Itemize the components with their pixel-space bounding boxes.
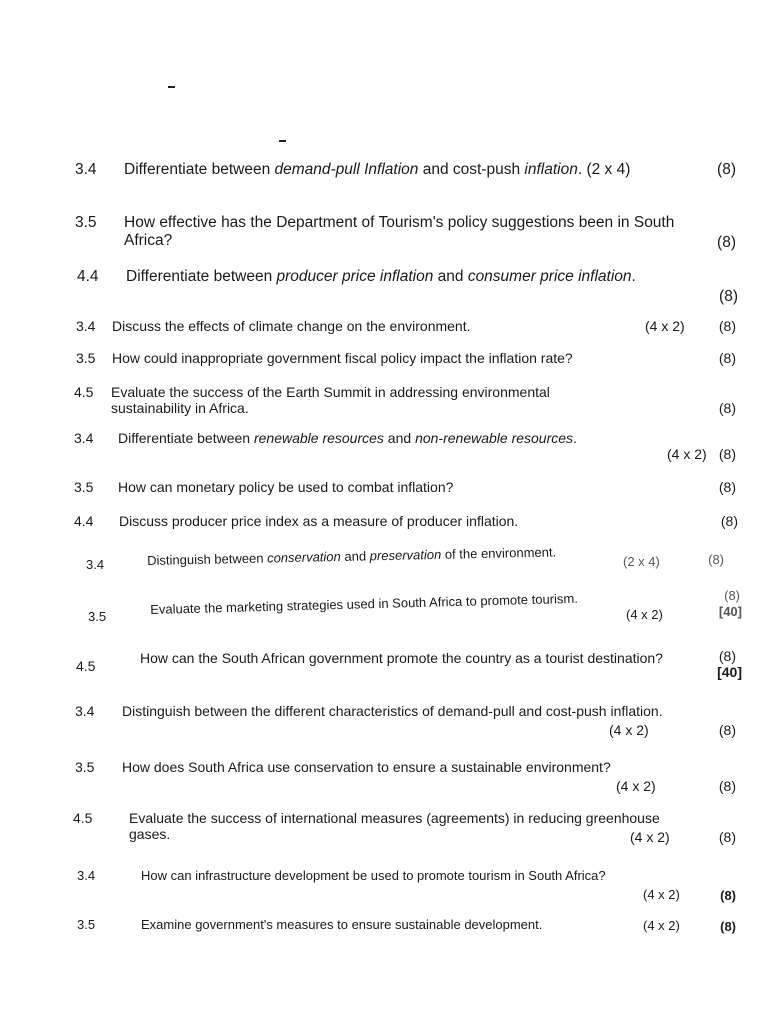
question-number: 3.4 [76,318,96,334]
question-text: How can monetary policy be used to combat inflation? [118,479,454,495]
question-text: Discuss producer price index as a measure of producer inflation. [119,513,519,529]
question-marks: (8) [718,829,736,845]
question-text: How could inappropriate government fiscal policy impact the inflation rate? [112,350,573,366]
section-total: [40] [718,604,742,619]
question-marks: (8) [718,318,736,334]
question-marks: (8) [720,919,736,934]
question-number: 3.5 [75,759,95,775]
question-number: 3.4 [86,557,105,572]
mark-allocation: (4 x 2) [609,722,649,738]
mark-allocation: (4 x 2) [643,918,680,933]
mark-allocation: (4 x 2) [645,318,685,334]
scan-mark [168,86,175,88]
question-number: 4.5 [76,658,96,674]
question-number: 3.4 [77,868,96,883]
question-text: How can infrastructure development be used to promote tourism in South Africa? [141,868,606,883]
mark-allocation: (4 x 2) [667,446,707,462]
question-text: Examine government's measures to ensure sustainable development. [141,917,543,932]
mark-allocation: (4 x 2) [630,829,670,845]
question-marks: (8) [717,234,736,251]
question-marks: (8) [718,479,736,495]
question-marks: (8) [720,888,736,903]
question-number: 4.5 [73,810,93,826]
mark-allocation: (4 x 2) [616,778,656,794]
question-number: 3.5 [75,214,97,231]
question-text: Evaluate the success of international measures (agreements) in reducing greenhouse gases. [129,810,660,842]
question-number: 4.5 [74,384,94,400]
question-text: Evaluate the success of the Earth Summit in addressing environmental sustainability in Africa. [111,384,550,416]
question-text: Distinguish between the different characteristics of demand-pull and cost-push inflation. [122,703,663,719]
question-number: 3.4 [74,430,94,446]
question-marks: (8) [718,648,736,664]
question-number: 4.4 [74,513,94,529]
question-marks: (8) [718,400,736,416]
question-text: How can the South African government promote the country as a tourist destination? [140,650,663,666]
question-text: Discuss the effects of climate change on the environment. [112,318,471,334]
question-text: Distinguish between conservation and preservation of the environment. [147,544,557,568]
scan-mark [279,140,286,142]
question-marks: (8) [718,722,736,738]
question-marks: (8) [719,288,738,305]
question-number: 3.4 [75,161,97,178]
question-marks: (8) [718,350,736,366]
section-total: [40] [717,664,742,680]
question-text: How effective has the Department of Tourism's policy suggestions been in South Africa? [124,214,675,249]
question-text: Differentiate between producer price inflation and consumer price inflation. [126,268,636,285]
mark-allocation: (4 x 2) [626,607,663,622]
question-marks: (8) [724,588,740,603]
question-marks: (8) [718,778,736,794]
mark-allocation: (2 x 4) [623,554,660,569]
question-marks: (8) [717,161,736,178]
question-text: Evaluate the marketing strategies used in South Africa to promote tourism. [150,590,579,617]
mark-allocation: (4 x 2) [643,887,680,902]
question-marks: (8) [720,513,738,529]
question-text: Differentiate between demand-pull Inflation and cost-push inflation. (2 x 4) [124,161,631,178]
question-number: 3.4 [75,703,95,719]
question-number: 3.5 [88,609,107,624]
question-text: Differentiate between renewable resources and non-renewable resources. [118,430,577,446]
question-marks: (8) [718,446,736,462]
question-text: How does South Africa use conservation to ensure a sustainable environment? [122,759,611,775]
question-number: 3.5 [74,479,94,495]
question-number: 3.5 [76,350,96,366]
question-number: 4.4 [77,268,99,285]
question-number: 3.5 [77,917,96,932]
question-marks: (8) [708,552,724,567]
